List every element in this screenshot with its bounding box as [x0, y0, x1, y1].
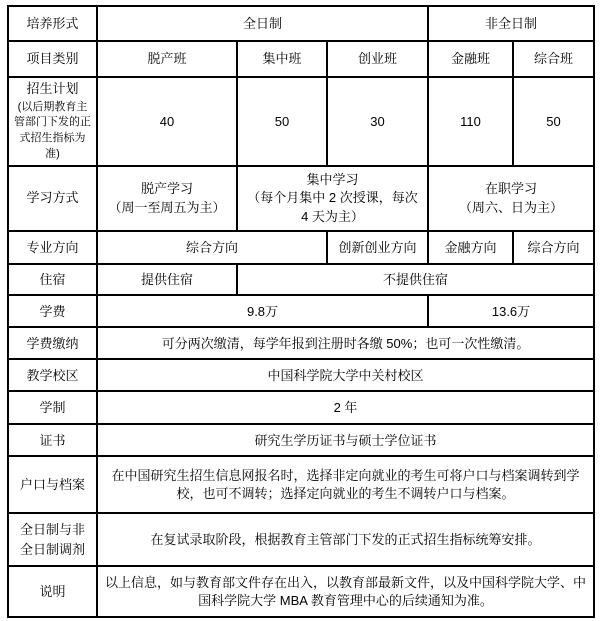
cell-entrepreneurship-class: 创业班 [327, 41, 428, 77]
cell-direction-comprehensive-1: 综合方向 [97, 231, 327, 264]
cell-enrollment-finance: 110 [428, 77, 513, 166]
enrollment-plan-title: 招生计划 [26, 81, 79, 96]
row-label-hukou-archives: 户口与档案 [8, 456, 97, 513]
study-intensive-detail: （每个月集中 2 次授课，每次 4 天为主） [247, 190, 418, 225]
cell-tuition-part-time: 13.6万 [428, 295, 594, 327]
enrollment-plan-note: (以后期教育主管部门下发的正式招生指标为准) [14, 100, 91, 161]
row-hukou-archives [8, 456, 594, 513]
row-label-certificate: 证书 [8, 424, 97, 456]
cell-enrollment-entrepreneurship: 30 [327, 77, 428, 166]
row-duration [8, 391, 594, 424]
cell-intensive-class: 集中班 [237, 41, 327, 77]
study-offsite-detail: （周一至周五为主） [108, 199, 226, 215]
row-label-accommodation: 住宿 [8, 264, 97, 295]
cell-tuition-full-time: 9.8万 [97, 295, 428, 327]
cell-duration: 2 年 [97, 391, 594, 424]
cell-study-intensive [237, 166, 428, 231]
row-label-training-format: 培养形式 [8, 6, 97, 41]
transfer-adjustment-label-text: 全日制与非全日制调剂 [19, 522, 85, 557]
cell-enrollment-offsite: 40 [97, 77, 237, 166]
row-label-remarks: 说明 [8, 566, 97, 617]
cell-hukou-archives: 在中国研究生招生信息网报名时，选择非定向就业的考生可将户口与档案调转到学校，也可不调转；选择定向就业的考生不调转户口与档案。 [97, 456, 594, 513]
row-study-mode [8, 166, 594, 231]
cell-comprehensive-class: 综合班 [513, 41, 594, 77]
row-remarks [8, 566, 594, 617]
row-enrollment-plan [8, 77, 594, 166]
cell-campus: 中国科学院大学中关村校区 [97, 359, 594, 391]
row-certificate [8, 424, 594, 456]
cell-accommodation-provided: 提供住宿 [97, 264, 237, 295]
row-label-enrollment-plan [8, 77, 97, 166]
cell-part-time: 非全日制 [428, 6, 594, 41]
row-label-transfer-adjustment [8, 513, 97, 566]
cell-certificate: 研究生学历证书与硕士学位证书 [97, 424, 594, 456]
row-tuition-payment [8, 327, 594, 359]
cell-accommodation-not-provided: 不提供住宿 [237, 264, 594, 295]
cell-study-onjob [428, 166, 594, 231]
cell-remarks: 以上信息，如与教育部文件存在出入，以教育部最新文件，以及中国科学院大学、中国科学院大学 MBA 教育管理中心的后续通知为准。 [97, 566, 594, 617]
study-onjob-title: 在职学习 [485, 180, 538, 196]
study-onjob-detail: （周六、日为主） [459, 199, 564, 215]
study-intensive-title: 集中学习 [306, 171, 359, 187]
row-label-tuition-payment: 学费缴纳 [8, 327, 97, 359]
cell-transfer-adjustment: 在复试录取阶段，根据教育主管部门下发的正式招生指标统筹安排。 [97, 513, 594, 566]
row-accommodation [8, 264, 594, 295]
row-transfer-adjustment [8, 513, 594, 566]
row-tuition [8, 295, 594, 327]
row-label-campus: 教学校区 [8, 359, 97, 391]
row-specialization [8, 231, 594, 264]
study-offsite-title: 脱产学习 [140, 180, 193, 196]
row-label-duration: 学制 [8, 391, 97, 424]
cell-direction-comprehensive-2: 综合方向 [513, 231, 594, 264]
cell-study-offsite [97, 166, 237, 231]
row-campus [8, 359, 594, 391]
cell-enrollment-intensive: 50 [237, 77, 327, 166]
cell-finance-class: 金融班 [428, 41, 513, 77]
cell-full-time: 全日制 [97, 6, 428, 41]
row-label-study-mode: 学习方式 [8, 166, 97, 231]
row-program-category [8, 41, 594, 77]
cell-offsite-class: 脱产班 [97, 41, 237, 77]
cell-direction-finance: 金融方向 [428, 231, 513, 264]
cell-direction-innovation: 创新创业方向 [327, 231, 428, 264]
row-training-format [8, 6, 594, 41]
cell-enrollment-comprehensive: 50 [513, 77, 594, 166]
row-label-program-category: 项目类别 [8, 41, 97, 77]
row-label-tuition: 学费 [8, 295, 97, 327]
row-label-specialization: 专业方向 [8, 231, 97, 264]
cell-tuition-payment: 可分两次缴清，每学年报到注册时各缴 50%；也可一次性缴清。 [97, 327, 594, 359]
admissions-info-table [7, 5, 595, 618]
